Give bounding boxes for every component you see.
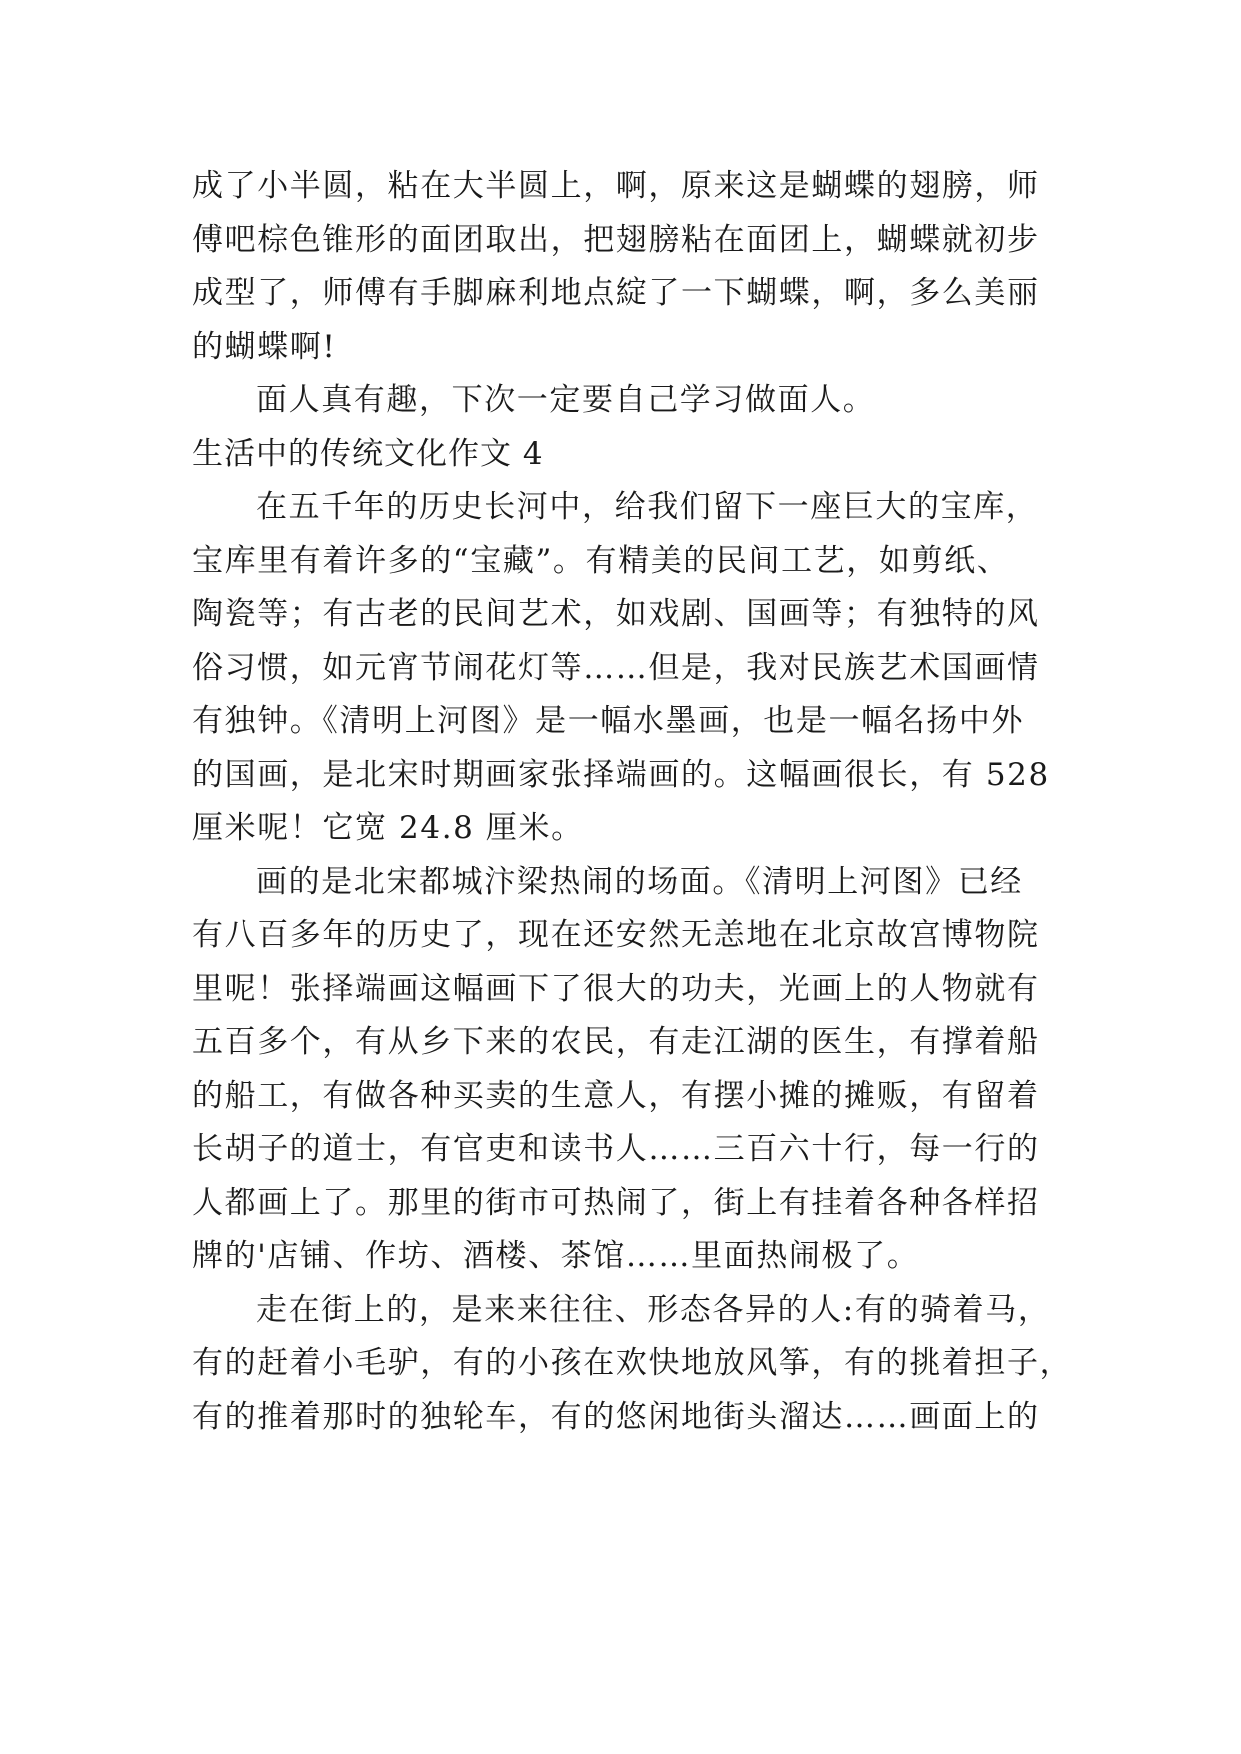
paragraph-first-line: 走在街上的，是来来往往、形态各异的人:有的骑着马， bbox=[256, 1291, 1051, 1328]
text-line: 五百多个，有从乡下来的农民，有走江湖的医生，有撑着船 bbox=[192, 1024, 1040, 1060]
text-line: 厘米呢！它宽 24.8 厘米。 bbox=[192, 810, 584, 846]
text-line: 的国画，是北宋时期画家张择端画的。这幅画很长，有 528 bbox=[192, 756, 1050, 793]
text-line: 成了小半圆，粘在大半圆上，啊，原来这是蝴蝶的翅膀，师 bbox=[192, 168, 1040, 204]
text-line: 成型了，师傅有手脚麻利地点綻了一下蝴蝶，啊，多么美丽 bbox=[192, 275, 1040, 311]
text-line: 的船工，有做各种买卖的生意人，有摆小摊的摊贩，有留着 bbox=[192, 1077, 1040, 1114]
text-line: 有的赶着小毛驴，有的小孩在欢快地放风筝，有的挑着担子， bbox=[192, 1345, 1073, 1381]
paragraph-first-line: 在五千年的历史长河中，给我们留下一座巨大的宝库， bbox=[256, 489, 1039, 525]
text-line: 牌的'店铺、作坊、酒楼、茶馆……里面热闹极了。 bbox=[192, 1238, 920, 1274]
text-line: 有的推着那时的独轮车，有的悠闲地街头溜达……画面上的 bbox=[192, 1398, 1040, 1435]
text-line: 傅吧棕色锥形的面团取出，把翅膀粘在面团上，蝴蝶就初步 bbox=[192, 221, 1040, 258]
paragraph-first-line: 面人真有趣，下次一定要自己学习做面人。 bbox=[256, 382, 876, 418]
text-line: 人都画上了。那里的街市可热闹了，街上有挂着各种各样招 bbox=[192, 1184, 1040, 1221]
text-line: 俗习惯，如元宵节闹花灯等……但是，我对民族艺术国画情 bbox=[192, 649, 1040, 686]
text-line: 陶瓷等；有古老的民间艺术，如戏剧、国画等；有独特的风 bbox=[192, 596, 1040, 632]
text-line: 有独钟。《清明上河图》是一幅水墨画，也是一幅名扬中外 bbox=[192, 703, 1025, 739]
paragraph-first-line: 画的是北宋都城汴梁热闹的场面。《清明上河图》已经 bbox=[256, 863, 1023, 900]
text-line: 宝库里有着许多的“宝藏”。有精美的民间工艺，如剪纸、 bbox=[192, 542, 1010, 579]
text-line: 里呢！张择端画这幅画下了很大的功夫，光画上的人物就有 bbox=[192, 970, 1040, 1007]
text-line: 长胡子的道士，有官吏和读书人……三百六十行，每一行的 bbox=[192, 1131, 1040, 1167]
text-line: 有八百多年的历史了，现在还安然无恙地在北京故宫博物院 bbox=[192, 917, 1040, 953]
document-page bbox=[192, 160, 1073, 1444]
text-line: 的蝴蝶啊! bbox=[192, 328, 337, 365]
essay-heading: 生活中的传统文化作文 4 bbox=[192, 435, 544, 472]
